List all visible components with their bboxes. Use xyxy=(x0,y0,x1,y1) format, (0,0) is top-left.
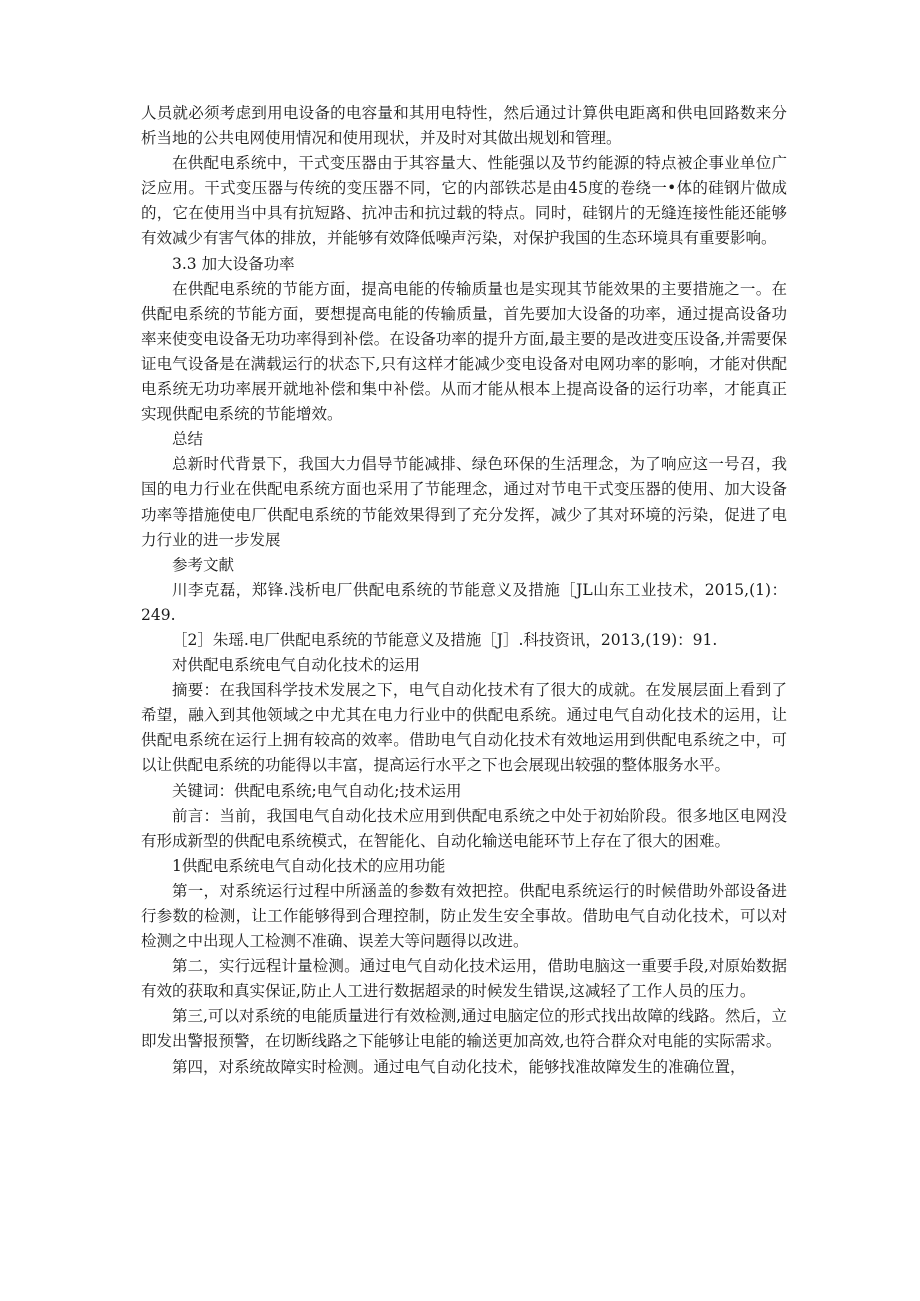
paragraph-continuation: 人员就必须考虑到用电设备的电容量和其用电特性，然后通过计算供电距离和供电回路数来分析当地的公共电网使用情况和使用现状，并及时对其做出规划和管理。 xyxy=(141,104,787,148)
reference-item-2: ［2］朱瑶.电厂供配电系统的节能意义及措施［J］.科技资讯，2013,(19)：91. xyxy=(172,630,718,649)
paragraph-second: 第二，实行远程计量检测。通过电气自动化技术运用，借助电脑这一重要手段,对原始数据有效的获取和真实保证,防止人工进行数据超录的时候发生错误,这减轻了工作人员的压力。 xyxy=(141,957,787,1001)
paragraph-summary: 总新时代背景下，我国大力倡导节能减排、绿色环保的生活理念，为了响应这一号召，我国的电力行业在供配电系统方面也采用了节能理念，通过对节电干式变压器的使用、加大设备功率等措施使电厂供配电系统的节能效果得到了充分发挥，减少了其对环境的污染，促进了电力行业的进一步发展 xyxy=(141,455,787,549)
document-body xyxy=(141,101,787,1080)
paragraph-abstract: 摘要：在我国科学技术发展之下，电气自动化技术有了很大的成就。在发展层面上看到了希望，融入到其他领域之中尤其在电力行业中的供配电系统。通过电气自动化技术的运用，让供配电系统在运行上拥有较高的效率。借助电气自动化技术有效地运用到供配电系统之中，可以让供配电系统的功能得以丰富，提高运行水平之下也会展现出较强的整体服务水平。 xyxy=(141,681,787,775)
paragraph-first: 第一，对系统运行过程中所涵盖的参数有效把控。供配电系统运行的时候借助外部设备进行参数的检测，让工作能够得到合理控制，防止发生安全事故。借助电气自动化技术，可以对检测之中出现人工检测不准确、误差大等问题得以改进。 xyxy=(141,881,787,951)
paragraph-equipment-power: 在供配电系统的节能方面，提高电能的传输质量也是实现其节能效果的主要措施之一。在供配电系统的节能方面，要想提高电能的传输质量，首先要加大设备的功率，通过提高设备功率来使变电设备无功功率得到补偿。在设备功率的提升方面,最主要的是改进变压设备,并需要保证电气设备是在满载运行的状态下,只有这样才能减少变电设备对电网功率的影响，才能对供配电系统无功功率展开就地补偿和集中补偿。从而才能从根本上提高设备的运行功率，才能真正实现供配电系统的节能增效。 xyxy=(141,279,787,424)
section-heading-references: 参考文献 xyxy=(172,555,235,574)
section-heading-1: 1供配电系统电气自动化技术的应用功能 xyxy=(172,856,446,875)
section-heading-summary: 总结 xyxy=(172,430,204,449)
paragraph-dry-transformer: 在供配电系统中，干式变压器由于其容量大、性能强以及节约能源的特点被企事业单位广泛应用。干式变压器与传统的变压器不同，它的内部铁芯是由45度的卷绕一•体的硅钢片做成的，它在使用当中具有抗短路、抗冲击和抗过载的特点。同时，硅钢片的无缝连接性能还能够有效减少有害气体的排放，并能够有效降低噪声污染，对保护我国的生态环境具有重要影响。 xyxy=(141,154,787,248)
paragraph-preface: 前言：当前，我国电气自动化技术应用到供配电系统之中处于初始阶段。很多地区电网没有形成新型的供配电系统模式，在智能化、自动化输送电能环节上存在了很大的困难。 xyxy=(141,806,787,850)
keywords-line: 关键词：供配电系统;电气自动化;技术运用 xyxy=(172,781,462,800)
section-heading-3-3: 3.3 加大设备功率 xyxy=(172,254,295,273)
paragraph-fourth: 第四，对系统故障实时检测。通过电气自动化技术，能够找准故障发生的准确位置， xyxy=(172,1057,746,1076)
reference-item-1: 川李克磊，郑锋.浅析电厂供配电系统的节能意义及措施［JL山东工业技术，2015,(1)：249. xyxy=(141,580,787,624)
article-title: 对供配电系统电气自动化技术的运用 xyxy=(172,656,421,675)
paragraph-third: 第三,可以对系统的电能质量进行有效检测,通过电脑定位的形式找出故障的线路。然后，立即发出警报预警，在切断线路之下能够让电能的输送更加高效,也符合群众对电能的实际需求。 xyxy=(141,1007,787,1051)
